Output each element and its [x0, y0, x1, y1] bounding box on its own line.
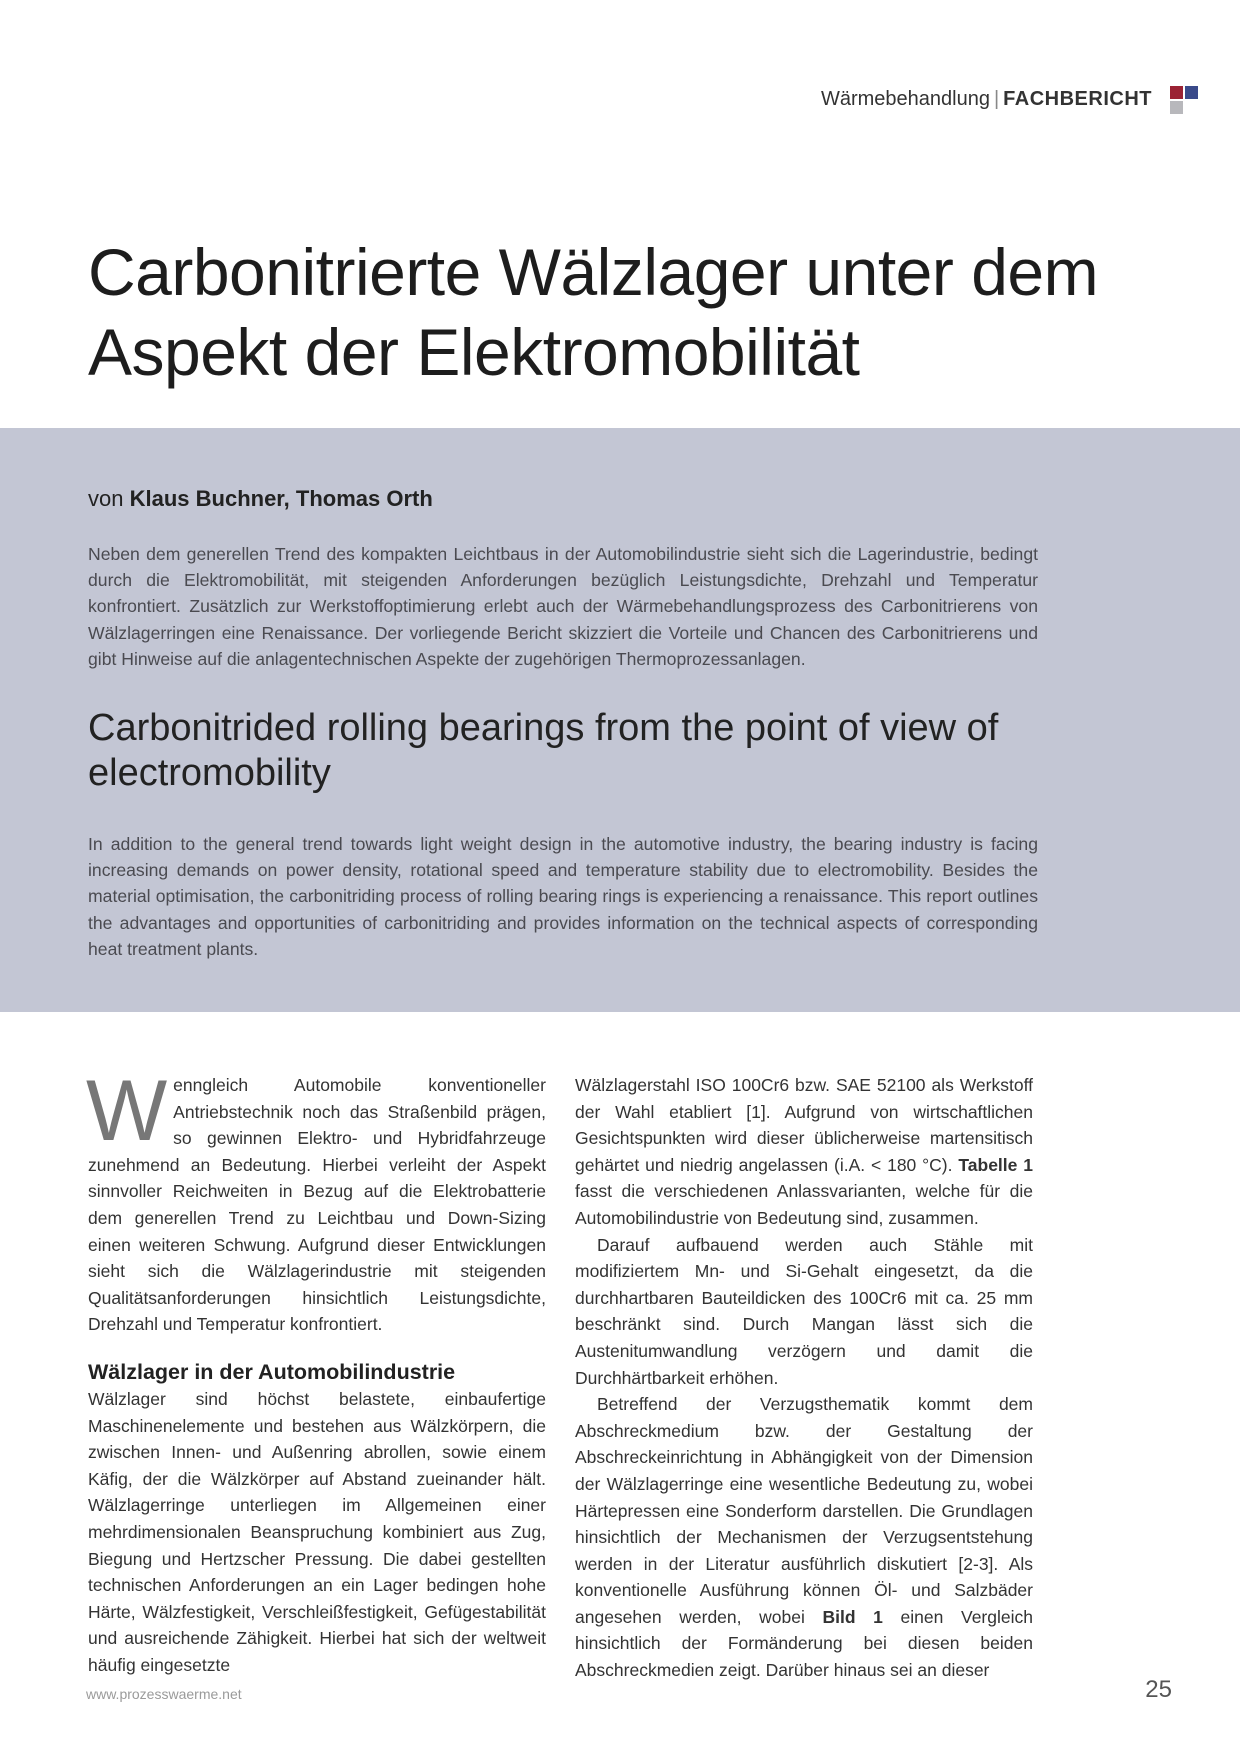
body-column-left	[86, 1063, 546, 1678]
page-number: 25	[1145, 1676, 1172, 1703]
english-title: Carbonitrided rolling bearings from the point of view of electromobility	[88, 707, 999, 794]
section-heading: Wälzlager in der Automobilindustrie	[88, 1359, 456, 1384]
abstract-german: Neben dem generellen Trend des kompakten Leichtbaus in der Automobilindustrie sieht sich die Lagerindustrie, bedingt durch die Elektromobilität, mit steigenden Anforderungen bezüglich Leistungsdichte, Drehzahl und Temperatur konfrontiert. Zusätzlich zur Werkstoffoptimierung erlebt auch der Wärmebehandlungsprozess des Carbonitrierens von Wälzlagerringen eine Renaissance. Der vorliegende Bericht skizziert die Vorteile und Chancen des Carbonitrierens und gibt Hinweise auf die anlagentechnischen Aspekte der zugehörigen Thermoprozessanlagen.	[88, 544, 1038, 669]
body-column-right	[575, 1072, 1033, 1684]
running-head	[821, 88, 1152, 111]
drop-cap: W	[86, 1063, 168, 1159]
right-paragraph-2: Darauf aufbauend werden auch Stähle mit modifiziertem Mn- und Si-Gehalt eingesetzt, da die durchhartbaren Bauteildicken des 100Cr6 mit ca. 25 mm beschränkt sind. Durch Mangan lässt sich die Austenitumwandlung verzögern und damit die Durchhärtbarkeit erhöhen.	[575, 1234, 1033, 1388]
right-paragraph-3	[575, 1391, 1033, 1684]
footer-url: www.prozesswaerme.net	[86, 1686, 242, 1702]
abstract-english: In addition to the general trend towards light weight design in the automotive industry, the bearing industry is facing increasing demands on power density, rotational speed and temperature stability due to electromobility. Besides the material optimisation, the carbonitriding process of rolling bearing rings is experiencing a renaissance. This report outlines the advantages and opportunities of carbonitriding and provides information on the technical aspects of corresponding heat treatment plants.	[88, 834, 1038, 959]
right-paragraph-1	[575, 1072, 1033, 1232]
author-names: Klaus Buchner, Thomas Orth	[129, 486, 433, 511]
right-p3-text-a: Betreffend der Verzugsthematik kommt dem Abschreckmedium bzw. der Gestaltung der Abschreckeinrichtung in Abhängigkeit von der Dimension der Wälzlagerringe eine wesentliche Bedeutung zu, wobei Härtepressen eine Sonderform darstellen. Die Grundlagen hinsichtlich der Mechanismen der Verzugsentstehung werden in der Literatur ausführlich diskutiert [2-3]. Als konventionelle Ausführung können Öl- und Salzbäder angesehen werden, wobei	[575, 1394, 1033, 1627]
section-name: Wärmebehandlung	[820, 88, 990, 110]
right-p1-text-b: fasst die verschiedenen Anlassvarianten, welche für die Automobilindustrie von Bedeutung sind, zusammen.	[575, 1181, 1033, 1228]
article-title: Carbonitrierte Wälzlager unter dem Aspekt der Elektromobilität	[88, 235, 1099, 389]
figure-reference: Bild 1	[822, 1606, 883, 1627]
logo-square-red	[1170, 86, 1183, 99]
table-reference: Tabelle 1	[958, 1154, 1033, 1175]
header-separator: |	[993, 88, 1000, 110]
right-p3-text-b: einen Vergleich hinsichtlich der Formänderung bei diesen beiden Abschreckmedien zeigt. Darüber hinaus sei an dieser	[575, 1606, 1033, 1681]
intro-text: enngleich Automobile konventioneller Antriebstechnik noch das Straßenbild prägen, so gewinnen Elektro- und Hybridfahrzeuge zunehmend an Bedeutung. Hierbei verleiht der Aspekt sinnvoller Reichweiten in Bezug auf die Elektrobatterie dem generellen Trend zu Leichtbau und Down-Sizing einen weiteren Schwung. Aufgrund dieser Entwicklungen sieht sich die Wälzlagerindustrie mit steigenden Qualitätsanforderungen hinsichtlich Leistungsdichte, Drehzahl und Temperatur konfrontiert.	[88, 1075, 546, 1335]
authors-prefix: von	[88, 486, 124, 511]
intro-paragraph	[86, 1063, 546, 1338]
article-type: FACHBERICHT	[1003, 88, 1152, 110]
authors-line	[88, 486, 433, 512]
logo-square-blue	[1185, 86, 1198, 99]
logo-square-grey	[1170, 101, 1183, 114]
section-paragraph: Wälzlager sind höchst belastete, einbaufertige Maschinenelemente und bestehen aus Wälzkörpern, die zwischen Innen- und Außenring abrollen, sowie einem Käfig, der die Wälzkörper auf Abstand zueinander hält. Wälzlagerringe unterliegen im Allgemeinen einer mehrdimensionalen Beanspruchung kombiniert aus Zug, Biegung und Hertzscher Pressung. Die dabei gestellten technischen Anforderungen an ein Lager bedingen hohe Härte, Wälzfestigkeit, Verschleißfestigkeit, Gefügestabilität und ausreichende Zähigkeit. Hierbei hat sich der weltweit häufig eingesetzte	[88, 1388, 546, 1675]
right-p1-text-a: Wälzlagerstahl ISO 100Cr6 bzw. SAE 52100 als Werkstoff der Wahl etabliert [1]. Aufgrund von wirtschaftlichen Gesichtspunkten wird dieser üblicherweise martensitisch gehärtet und niedrig angelassen (i.A. < 180 °C).	[575, 1075, 1033, 1175]
publisher-logo-icon	[1170, 86, 1200, 116]
